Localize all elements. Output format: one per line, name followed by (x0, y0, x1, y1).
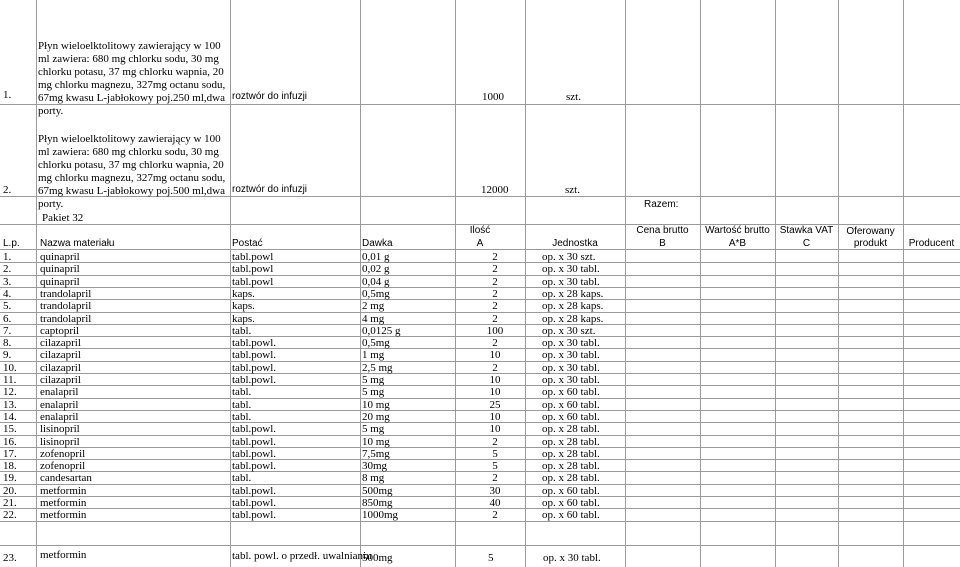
header-name: Nazwa materiału (40, 238, 115, 249)
row-form: tabl.powl (232, 251, 274, 263)
header-offered-2: produkt (853, 238, 888, 249)
row-form: tabl. (232, 411, 252, 423)
row-name: candesartan (40, 472, 92, 484)
row-unit: op. x 30 szt. (542, 325, 596, 337)
top-item-unit: szt. (566, 91, 581, 103)
row-dose: 500mg (362, 485, 393, 497)
row-dose: 0,02 g (362, 263, 390, 275)
row-qty: 10 (489, 374, 501, 386)
row-unit: op. x 28 tabl. (542, 460, 600, 472)
row-dose: 500mg (362, 552, 393, 564)
package-label: Pakiet 32 (42, 212, 84, 224)
header-offered: Oferowany (846, 226, 895, 237)
top-item-qty: 12000 (481, 184, 509, 196)
header-value: Wartość brutto (705, 225, 770, 236)
row-qty: 2 (492, 509, 498, 521)
row-lp: 13. (3, 399, 17, 411)
grid-line (838, 0, 839, 567)
row-unit: op. x 60 tabl. (542, 386, 600, 398)
row-unit: op. x 30 tabl. (542, 337, 600, 349)
header-qty-code: A (476, 238, 484, 249)
row-qty: 2 (492, 263, 498, 275)
row-name: quinapril (40, 251, 80, 263)
row-lp: 11. (3, 374, 17, 386)
row-unit: op. x 28 tabl. (542, 472, 600, 484)
row-dose: 8 mg (362, 472, 385, 484)
row-unit: op. x 60 tabl. (542, 509, 600, 521)
row-qty: 2 (492, 276, 498, 288)
row-name: metformin (40, 509, 87, 521)
row-form: tabl.powl. (232, 485, 276, 497)
row-name: captopril (40, 325, 80, 337)
grid-line (360, 0, 361, 567)
top-item-description: Płyn wieloelktolitowy zawierający w 100 ml zawiera: 680 mg chlorku sodu, 30 mg chlorku potasu, 37 mg chlorku wapnia, 20 mg chlorku magnezu, 327mg octanu sodu, 67mg kwasu L-jabłokowy poj.500 ml,dwa porty. (38, 133, 226, 210)
row-lp: 22. (3, 509, 17, 521)
row-form: kaps. (232, 313, 255, 325)
row-qty: 30 (489, 485, 501, 497)
row-name: quinapril (40, 263, 80, 275)
row-lp: 3. (3, 276, 12, 288)
header-lp: L.p. (3, 238, 20, 249)
row-qty: 100 (486, 325, 504, 337)
row-name: cilazapril (40, 374, 81, 386)
row-lp: 23. (3, 552, 17, 564)
row-qty: 5 (492, 460, 498, 472)
row-unit: op. x 30 tabl. (542, 374, 600, 386)
row-lp: 4. (3, 288, 12, 300)
row-unit: op. x 60 tabl. (542, 399, 600, 411)
top-item-lp: 1. (3, 89, 12, 101)
header-value-code: A*B (728, 238, 747, 249)
row-form: tabl.powl. (232, 337, 276, 349)
row-unit: op. x 60 tabl. (542, 411, 600, 423)
row-qty: 10 (489, 411, 501, 423)
row-form: tabl. (232, 472, 252, 484)
row-lp: 6. (3, 313, 12, 325)
row-form: tabl.powl. (232, 436, 276, 448)
row-dose: 1000mg (362, 509, 399, 521)
row-unit: op. x 30 tabl. (542, 263, 600, 275)
grid-line (455, 0, 456, 567)
row-form: kaps. (232, 288, 255, 300)
row-name: lisinopril (40, 423, 80, 435)
header-form: Postać (232, 238, 263, 249)
row-name: enalapril (40, 411, 79, 423)
row-dose: 850mg (362, 497, 393, 509)
row-form: tabl. powl. o przedł. uwalnianiu (232, 550, 372, 562)
top-item-form: roztwór do infuzji (232, 91, 308, 102)
row-lp: 9. (3, 349, 12, 361)
row-unit: op. x 60 tabl. (542, 497, 600, 509)
row-name: metformin (40, 485, 87, 497)
top-item-unit: szt. (565, 184, 580, 196)
row-unit: op. x 28 tabl. (542, 423, 600, 435)
row-qty: 2 (492, 300, 498, 312)
row-dose: 0,04 g (362, 276, 390, 288)
grid-line (903, 0, 904, 567)
row-form: tabl.powl. (232, 509, 276, 521)
row-name: metformin (40, 497, 87, 509)
row-lp: 2. (3, 263, 12, 275)
row-unit: op. x 30 szt. (542, 251, 596, 263)
row-lp: 5. (3, 300, 12, 312)
row-unit: op. x 28 kaps. (542, 300, 604, 312)
row-name: enalapril (40, 386, 79, 398)
row-qty: 25 (489, 399, 501, 411)
row-dose: 2,5 mg (362, 362, 393, 374)
row-name: zofenopril (40, 460, 86, 472)
grid-line (0, 545, 960, 546)
header-dose: Dawka (362, 238, 393, 249)
row-form: tabl. (232, 399, 252, 411)
row-qty: 2 (492, 337, 498, 349)
row-dose: 7,5mg (362, 448, 390, 460)
row-lp: 15. (3, 423, 17, 435)
row-unit: op. x 28 tabl. (542, 448, 600, 460)
row-lp: 1. (3, 251, 12, 263)
top-item-qty: 1000 (482, 91, 504, 103)
row-lp: 14. (3, 411, 17, 423)
row-unit: op. x 30 tabl. (542, 276, 600, 288)
row-dose: 5 mg (362, 386, 385, 398)
row-unit: op. x 28 kaps. (542, 313, 604, 325)
row-form: tabl.powl. (232, 460, 276, 472)
row-unit: op. x 28 tabl. (542, 436, 600, 448)
row-dose: 0,5mg (362, 337, 390, 349)
top-item-lp: 2. (3, 184, 12, 196)
grid-line (36, 0, 37, 567)
row-unit: op. x 28 kaps. (542, 288, 604, 300)
row-qty: 2 (492, 472, 498, 484)
row-form: tabl.powl. (232, 497, 276, 509)
row-form: tabl.powl (232, 276, 274, 288)
header-unit: Jednostka (552, 238, 598, 249)
row-dose: 10 mg (362, 399, 390, 411)
row-dose: 4 mg (362, 313, 385, 325)
row-qty: 2 (492, 288, 498, 300)
row-qty: 40 (489, 497, 501, 509)
row-dose: 30mg (362, 460, 388, 472)
row-form: tabl.powl. (232, 349, 276, 361)
row-qty: 5 (488, 552, 494, 564)
row-name: metformin (40, 549, 87, 561)
header-qty: Ilość (469, 225, 491, 236)
row-form: tabl. (232, 325, 252, 337)
row-lp: 19. (3, 472, 17, 484)
row-name: lisinopril (40, 436, 80, 448)
row-qty: 2 (492, 313, 498, 325)
header-producer: Producent (908, 238, 955, 249)
grid-line (525, 0, 526, 567)
grid-line (700, 0, 701, 567)
row-name: zofenopril (40, 448, 86, 460)
row-qty: 10 (489, 349, 501, 361)
grid-line (0, 521, 960, 522)
row-form: tabl. (232, 386, 252, 398)
row-name: trandolapril (40, 288, 92, 300)
row-form: kaps. (232, 300, 255, 312)
row-lp: 20. (3, 485, 17, 497)
row-name: enalapril (40, 399, 79, 411)
row-name: trandolapril (40, 300, 92, 312)
row-form: tabl.powl. (232, 448, 276, 460)
row-lp: 18. (3, 460, 17, 472)
row-qty: 2 (492, 251, 498, 263)
row-name: quinapril (40, 276, 80, 288)
row-name: cilazapril (40, 349, 81, 361)
header-vat: Stawka VAT (779, 225, 834, 236)
row-form: tabl.powl. (232, 423, 276, 435)
row-form: tabl.powl (232, 263, 274, 275)
grid-line (625, 0, 626, 567)
row-qty: 2 (492, 436, 498, 448)
row-lp: 8. (3, 337, 12, 349)
row-qty: 2 (492, 362, 498, 374)
row-lp: 7. (3, 325, 12, 337)
header-price-code: B (659, 238, 666, 249)
row-dose: 0,0125 g (362, 325, 401, 337)
row-lp: 21. (3, 497, 17, 509)
header-price: Cena brutto (636, 225, 689, 236)
row-dose: 0,5mg (362, 288, 390, 300)
row-form: tabl.powl. (232, 374, 276, 386)
row-name: cilazapril (40, 337, 81, 349)
total-label: Razem: (644, 199, 679, 210)
row-qty: 5 (492, 448, 498, 460)
top-item-form: roztwór do infuzji (232, 184, 308, 195)
row-lp: 12. (3, 386, 17, 398)
row-unit: op. x 30 tabl. (542, 362, 600, 374)
row-unit: op. x 30 tabl. (542, 349, 600, 361)
row-dose: 5 mg (362, 423, 385, 435)
row-lp: 17. (3, 448, 17, 460)
row-unit: op. x 60 tabl. (542, 485, 600, 497)
row-qty: 10 (489, 386, 501, 398)
row-dose: 0,01 g (362, 251, 390, 263)
row-form: tabl.powl. (232, 362, 276, 374)
row-lp: 10. (3, 362, 17, 374)
header-vat-code: C (802, 238, 811, 249)
row-name: cilazapril (40, 362, 81, 374)
row-unit: op. x 30 tabl. (543, 552, 601, 564)
top-item-description: Płyn wieloelktolitowy zawierający w 100 ml zawiera: 680 mg chlorku sodu, 30 mg chlorku potasu, 37 mg chlorku wapnia, 20 mg chlorku magnezu, 327mg octanu sodu, 67mg kwasu L-jabłokowy poj.250 ml,dwa porty. (38, 40, 226, 117)
row-dose: 10 mg (362, 436, 390, 448)
row-dose: 5 mg (362, 374, 385, 386)
row-dose: 20 mg (362, 411, 390, 423)
row-dose: 2 mg (362, 300, 385, 312)
row-qty: 10 (489, 423, 501, 435)
row-name: trandolapril (40, 313, 92, 325)
row-lp: 16. (3, 436, 17, 448)
grid-line (775, 0, 776, 567)
row-dose: 1 mg (362, 349, 385, 361)
